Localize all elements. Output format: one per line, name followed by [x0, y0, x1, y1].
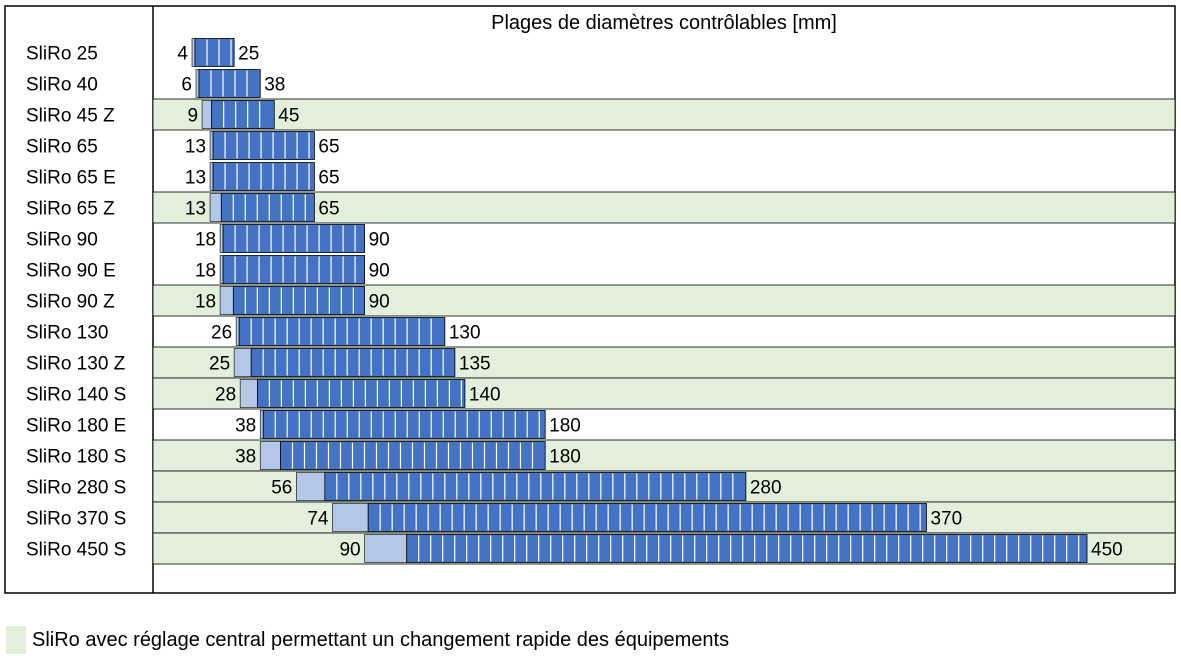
max-value-label: 450 — [1091, 539, 1123, 561]
max-value-label: 370 — [930, 508, 963, 530]
min-value-label: 90 — [339, 539, 361, 561]
max-value-label: 135 — [458, 353, 491, 375]
category-label: SliRo 370 S — [26, 508, 127, 530]
min-value-label: 74 — [307, 508, 329, 530]
max-value-label: 130 — [448, 322, 481, 344]
range-bar — [213, 132, 314, 160]
min-value-label: 38 — [235, 446, 257, 468]
range-bar — [233, 287, 364, 315]
min-value-label: 56 — [271, 477, 293, 499]
min-value-label: 28 — [215, 384, 237, 406]
max-value-label: 180 — [549, 446, 581, 468]
bar-start-cap — [260, 411, 263, 439]
max-value-label: 45 — [278, 105, 300, 127]
bar-start-cap — [236, 318, 239, 346]
bar-start-cap — [220, 256, 223, 284]
category-label: SliRo 180 S — [26, 446, 127, 468]
max-value-label: 65 — [318, 198, 340, 220]
min-value-label: 9 — [187, 105, 199, 127]
bar-start-cap — [192, 39, 195, 67]
category-label: SliRo 65 E — [26, 167, 116, 189]
legend-label: SliRo avec réglage central permettant un changement rapide des équipements — [32, 628, 730, 651]
category-label: SliRo 280 S — [26, 477, 127, 499]
quick-change-extension — [365, 535, 407, 563]
quick-change-extension — [332, 504, 368, 532]
category-label: SliRo 90 — [26, 229, 98, 251]
min-value-label: 13 — [184, 198, 207, 220]
highlight-row — [153, 99, 1175, 130]
category-label: SliRo 65 — [26, 136, 98, 158]
range-bar — [213, 163, 314, 191]
range-bar — [199, 70, 260, 98]
range-bar — [325, 473, 746, 501]
category-label: SliRo 450 S — [26, 539, 127, 561]
max-value-label: 90 — [368, 291, 390, 313]
bar-start-cap — [210, 163, 213, 191]
legend — [6, 626, 729, 654]
max-value-label: 90 — [368, 260, 390, 282]
max-value-label: 180 — [549, 415, 581, 437]
category-label: SliRo 45 Z — [26, 105, 115, 127]
legend-swatch — [6, 626, 26, 654]
min-value-label: 18 — [194, 291, 217, 313]
category-label: SliRo 130 — [26, 322, 109, 344]
min-value-label: 26 — [211, 322, 233, 344]
range-bar — [239, 318, 445, 346]
max-value-label: 90 — [368, 229, 390, 251]
category-label: SliRo 90 E — [26, 260, 116, 282]
quick-change-extension — [220, 287, 233, 315]
chart-title: Plages de diamètres contrôlables [mm] — [491, 12, 837, 34]
quick-change-extension — [240, 380, 257, 408]
range-bar — [251, 349, 455, 377]
min-value-label: 13 — [184, 136, 207, 158]
quick-change-extension — [234, 349, 251, 377]
category-label: SliRo 25 — [26, 43, 98, 65]
min-value-label: 4 — [177, 43, 188, 65]
quick-change-extension — [210, 194, 221, 222]
max-value-label: 280 — [749, 477, 782, 499]
max-value-label: 25 — [238, 43, 260, 65]
range-bar — [257, 380, 465, 408]
min-value-label: 13 — [184, 167, 207, 189]
min-value-label: 6 — [181, 74, 193, 96]
min-value-label: 18 — [194, 260, 217, 282]
max-value-label: 38 — [264, 74, 286, 96]
range-bar — [212, 101, 275, 129]
bar-start-cap — [210, 132, 213, 160]
min-value-label: 25 — [209, 353, 231, 375]
min-value-label: 38 — [235, 415, 257, 437]
range-bar — [221, 194, 314, 222]
category-label: SliRo 140 S — [26, 384, 127, 406]
category-label: SliRo 65 Z — [26, 198, 115, 220]
quick-change-extension — [202, 101, 212, 129]
bar-start-cap — [220, 225, 223, 253]
quick-change-extension — [296, 473, 324, 501]
bar-start-cap — [196, 70, 199, 98]
category-label: SliRo 90 Z — [26, 291, 115, 313]
category-label: SliRo 130 Z — [26, 353, 126, 375]
max-value-label: 65 — [318, 167, 340, 189]
category-label: SliRo 40 — [26, 74, 98, 96]
range-bar — [407, 535, 1087, 563]
category-label: SliRo 180 E — [26, 415, 127, 437]
min-value-label: 18 — [194, 229, 217, 251]
max-value-label: 140 — [468, 384, 501, 406]
quick-change-extension — [260, 442, 280, 470]
range-bar — [195, 39, 234, 67]
max-value-label: 65 — [318, 136, 340, 158]
